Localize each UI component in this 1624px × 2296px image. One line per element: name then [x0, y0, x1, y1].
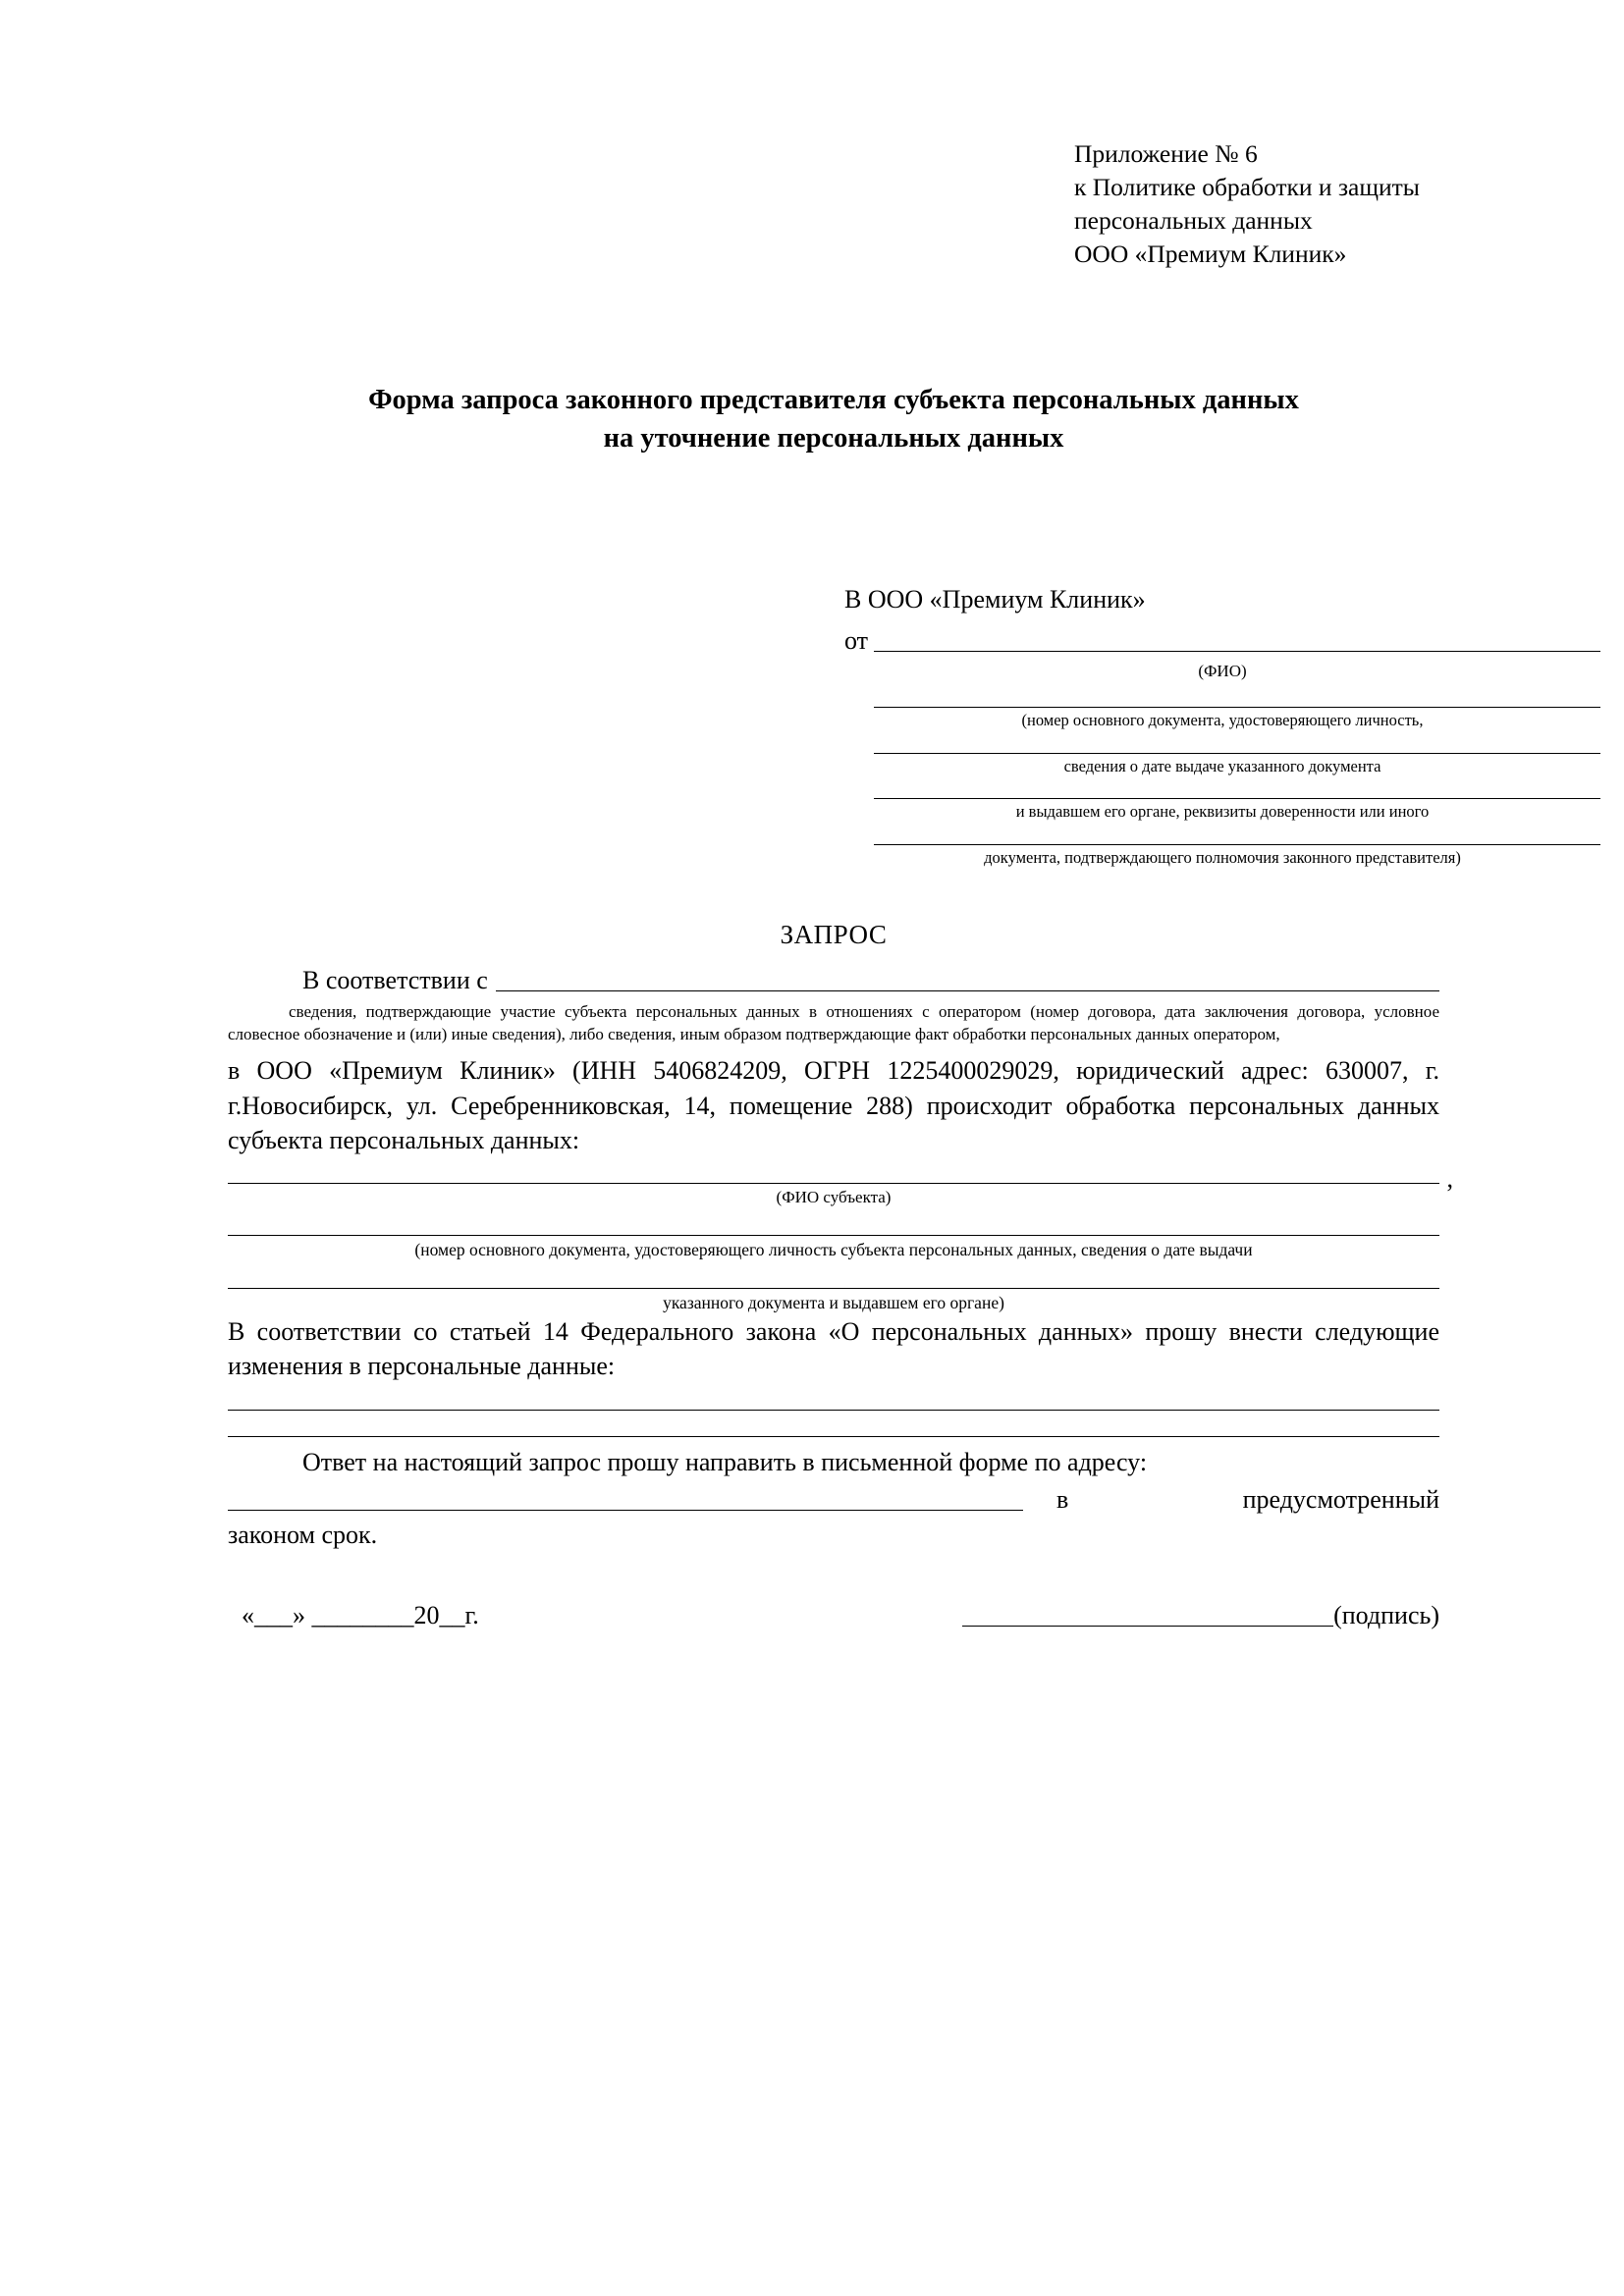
answer-address-row — [228, 1483, 1439, 1518]
changes-input-line-1[interactable] — [228, 1410, 1439, 1411]
signature-label: (подпись) — [1333, 1601, 1439, 1630]
doc-number-caption: (номер основного документа, удостоверяющего личность, — [1021, 711, 1424, 730]
subject-fio-input-line[interactable] — [228, 1163, 1453, 1193]
from-label: от — [844, 626, 869, 656]
issue-date-input-line[interactable] — [874, 753, 1600, 754]
appendix-header — [1074, 137, 1439, 271]
appendix-line-3: персональных данных — [1074, 205, 1313, 235]
signature-row — [228, 1599, 1439, 1633]
answer-address-input-line[interactable] — [228, 1510, 1023, 1511]
issue-date-caption: сведения о дате выдаче указанного документа — [1063, 756, 1381, 775]
appendix-line-1: Приложение № 6 — [1074, 139, 1258, 168]
authority-input-line[interactable] — [874, 844, 1600, 845]
signature-field[interactable] — [962, 1599, 1439, 1633]
appendix-line-2: к Политике обработки и защиты — [1074, 172, 1420, 201]
fio-caption: (ФИО) — [1198, 661, 1247, 680]
issuer-input-line[interactable] — [874, 798, 1600, 799]
page-title — [228, 381, 1439, 458]
subject-fio-comma: , — [1446, 1163, 1453, 1193]
subject-doc-input-line-1[interactable] — [228, 1235, 1439, 1236]
from-field-row — [844, 624, 1600, 658]
subject-fio-caption: (ФИО субъекта) — [776, 1188, 892, 1207]
article-paragraph: В соответствии со статьей 14 Федерального закона «О персональных данных» прошу внести следующие изменения в персональные данные: — [228, 1317, 1439, 1381]
appendix-line-4: ООО «Премиум Клиник» — [1074, 239, 1347, 268]
answer-lead-paragraph: Ответ на настоящий запрос прошу направить в письменной форме по адресу: — [302, 1447, 1148, 1476]
request-body — [228, 964, 1453, 1634]
authority-caption: документа, подтверждающего полномочия законного представителя) — [984, 848, 1461, 867]
page-title-line-2: на уточнение персональных данных — [603, 422, 1064, 454]
date-field[interactable]: «___» ________20__г. — [242, 1601, 479, 1630]
subject-doc-input-line-2[interactable] — [228, 1288, 1439, 1289]
subject-doc-caption-2: указанного документа и выдавшем его органе) — [663, 1292, 1004, 1312]
signature-input-line[interactable] — [962, 1626, 1333, 1627]
answer-end-paragraph: законом срок. — [228, 1520, 378, 1549]
in-accordance-label: В соответствии с — [302, 965, 488, 994]
subject-doc-caption-1: (номер основного документа, удостоверяющего личность субъекта персональных данных, сведения о дате выдачи — [414, 1240, 1253, 1260]
issuer-caption: и выдавшем его органе, реквизиты доверенности или иного — [1015, 802, 1430, 822]
answer-mid-word: в — [1056, 1485, 1069, 1515]
page-title-line-1: Форма запроса законного представителя субъекта персональных данных — [368, 384, 1299, 415]
in-accordance-row — [228, 964, 1439, 998]
answer-tail-word: предусмотренный — [1242, 1485, 1439, 1515]
operator-paragraph: в ООО «Премиум Клиник» (ИНН 5406824209, ОГРН 1225400029029, юридический адрес: 630007, г. г.Новосибирск, ул. Серебренниковская, 14, помещение 288) происходит обработка персональных данных субъекта персональных данных: — [228, 1056, 1439, 1155]
from-input-line[interactable] — [874, 651, 1600, 652]
addressee-block — [844, 583, 1461, 868]
in-accordance-input-line[interactable] — [496, 990, 1439, 991]
request-heading: ЗАПРОС — [780, 919, 888, 949]
addressee-organization: В ООО «Премиум Клиник» — [844, 585, 1146, 614]
fine-print-note: сведения, подтверждающие участие субъекта персональных данных в отношениях с оператором (номер договора, дата заключения договора, условное словесное обозначение и (или) иные сведения), либо сведения, иным образом подтверждающие факт обработки персональных данных оператором, — [228, 1002, 1439, 1043]
doc-number-input-line[interactable] — [874, 707, 1600, 708]
changes-input-line-2[interactable] — [228, 1436, 1439, 1437]
